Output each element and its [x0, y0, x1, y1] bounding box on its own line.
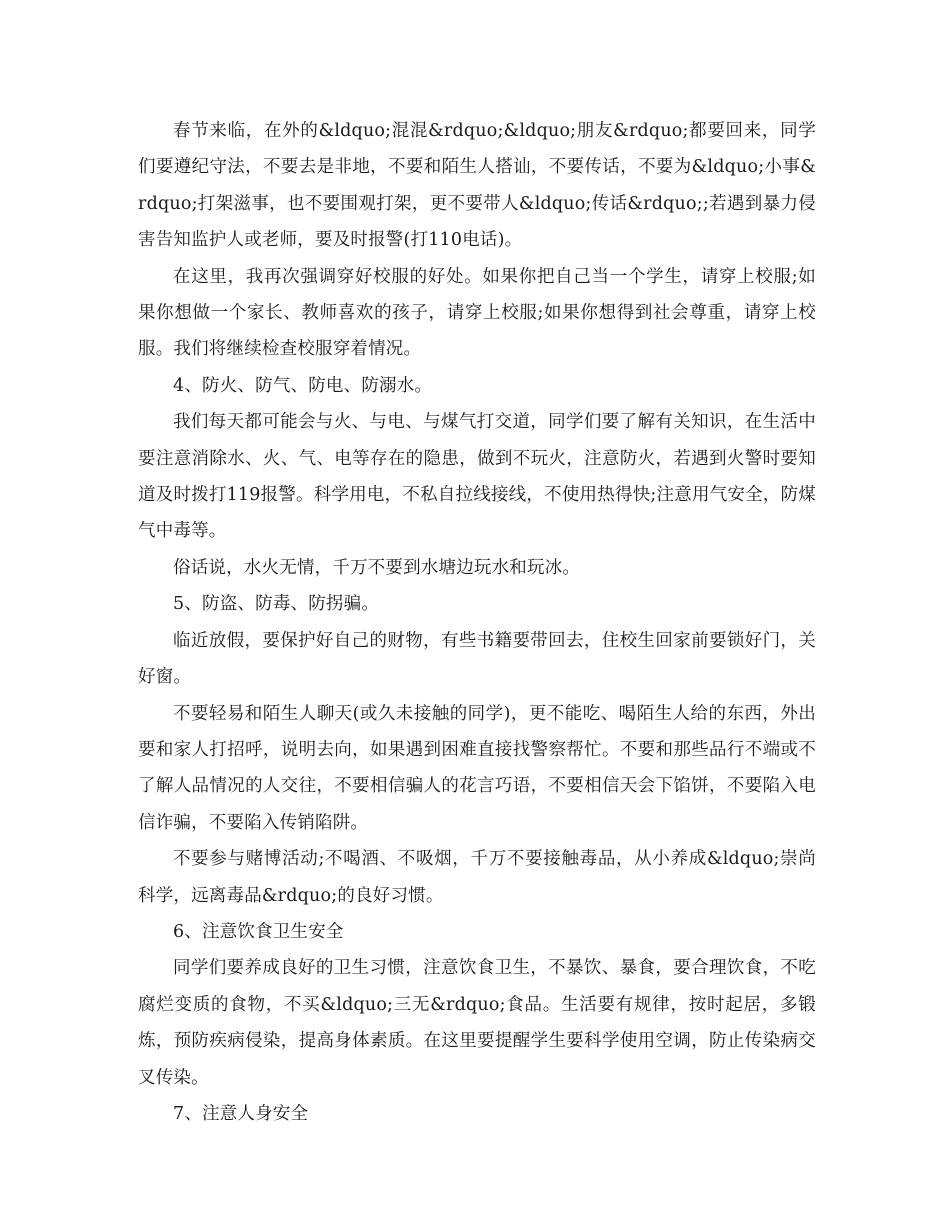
- paragraph-water-proverb: 俗话说，水火无情，千万不要到水塘边玩水和玩冰。: [173, 557, 581, 578]
- document-body: [138, 113, 816, 1132]
- paragraph-gang-warning: 春节来临，在外的&ldquo;混混&rdquo;&ldquo;朋友&rdquo;都要回来，同学们要遵纪守法，不要去是非地，不要和陌生人搭讪，不要传话，不要为&ldquo;小事&rdquo;打架滋事，也不要围观打架，更不要带人&ldquo;传话&rdquo;;若遇到暴力侵害告知监护人或老师，要及时报警(打110电话)。: [138, 121, 816, 251]
- heading-fire-safety: 4、防火、防气、防电、防溺水。: [173, 375, 433, 396]
- paragraph-strangers: 不要轻易和陌生人聊天(或久未接触的同学)，更不能吃、喝陌生人给的东西，外出要和家人打招呼，说明去向，如果遇到困难直接找警察帮忙。不要和那些品行不端或不了解人品情况的人交往，不要相信骗人的花言巧语，不要相信天会下馅饼，不要陷入电信诈骗，不要陷入传销陷阱。: [138, 703, 816, 833]
- paragraph-hygiene: 同学们要养成良好的卫生习惯，注意饮食卫生，不暴饮、暴食，要合理饮食，不吃腐烂变质的食物，不买&ldquo;三无&rdquo;食品。生活要有规律，按时起居，多锻炼，预防疾病侵染，提高身体素质。在这里要提醒学生要科学使用空调，防止传染病交叉传染。: [138, 958, 816, 1088]
- paragraph-property: 临近放假，要保护好自己的财物，有些书籍要带回去，住校生回家前要锁好门，关好窗。: [138, 630, 816, 688]
- paragraph-gambling-drugs: 不要参与赌博活动;不喝酒、不吸烟，千万不要接触毒品，从小养成&ldquo;崇尚科学，远离毒品&rdquo;的良好习惯。: [138, 849, 816, 906]
- heading-personal-safety: 7、注意人身安全: [173, 1103, 309, 1124]
- heading-theft-fraud: 5、防盗、防毒、防拐骗。: [173, 594, 380, 615]
- paragraph-fire-electricity: 我们每天都可能会与火、与电、与煤气打交道，同学们要了解有关知识，在生活中要注意消除水、火、气、电等存在的隐患，做到不玩火，注意防火，若遇到火警时要知道及时拨打119报警。科学用电，不私自拉线接线，不使用热得快;注意用气安全，防煤气中毒等。: [138, 412, 816, 542]
- heading-food-safety: 6、注意饮食卫生安全: [173, 921, 344, 942]
- paragraph-school-uniform: 在这里，我再次强调穿好校服的好处。如果你把自己当一个学生，请穿上校服;如果你想做一个家长、教师喜欢的孩子，请穿上校服;如果你想得到社会尊重，请穿上校服。我们将继续检查校服穿着情况。: [138, 266, 816, 360]
